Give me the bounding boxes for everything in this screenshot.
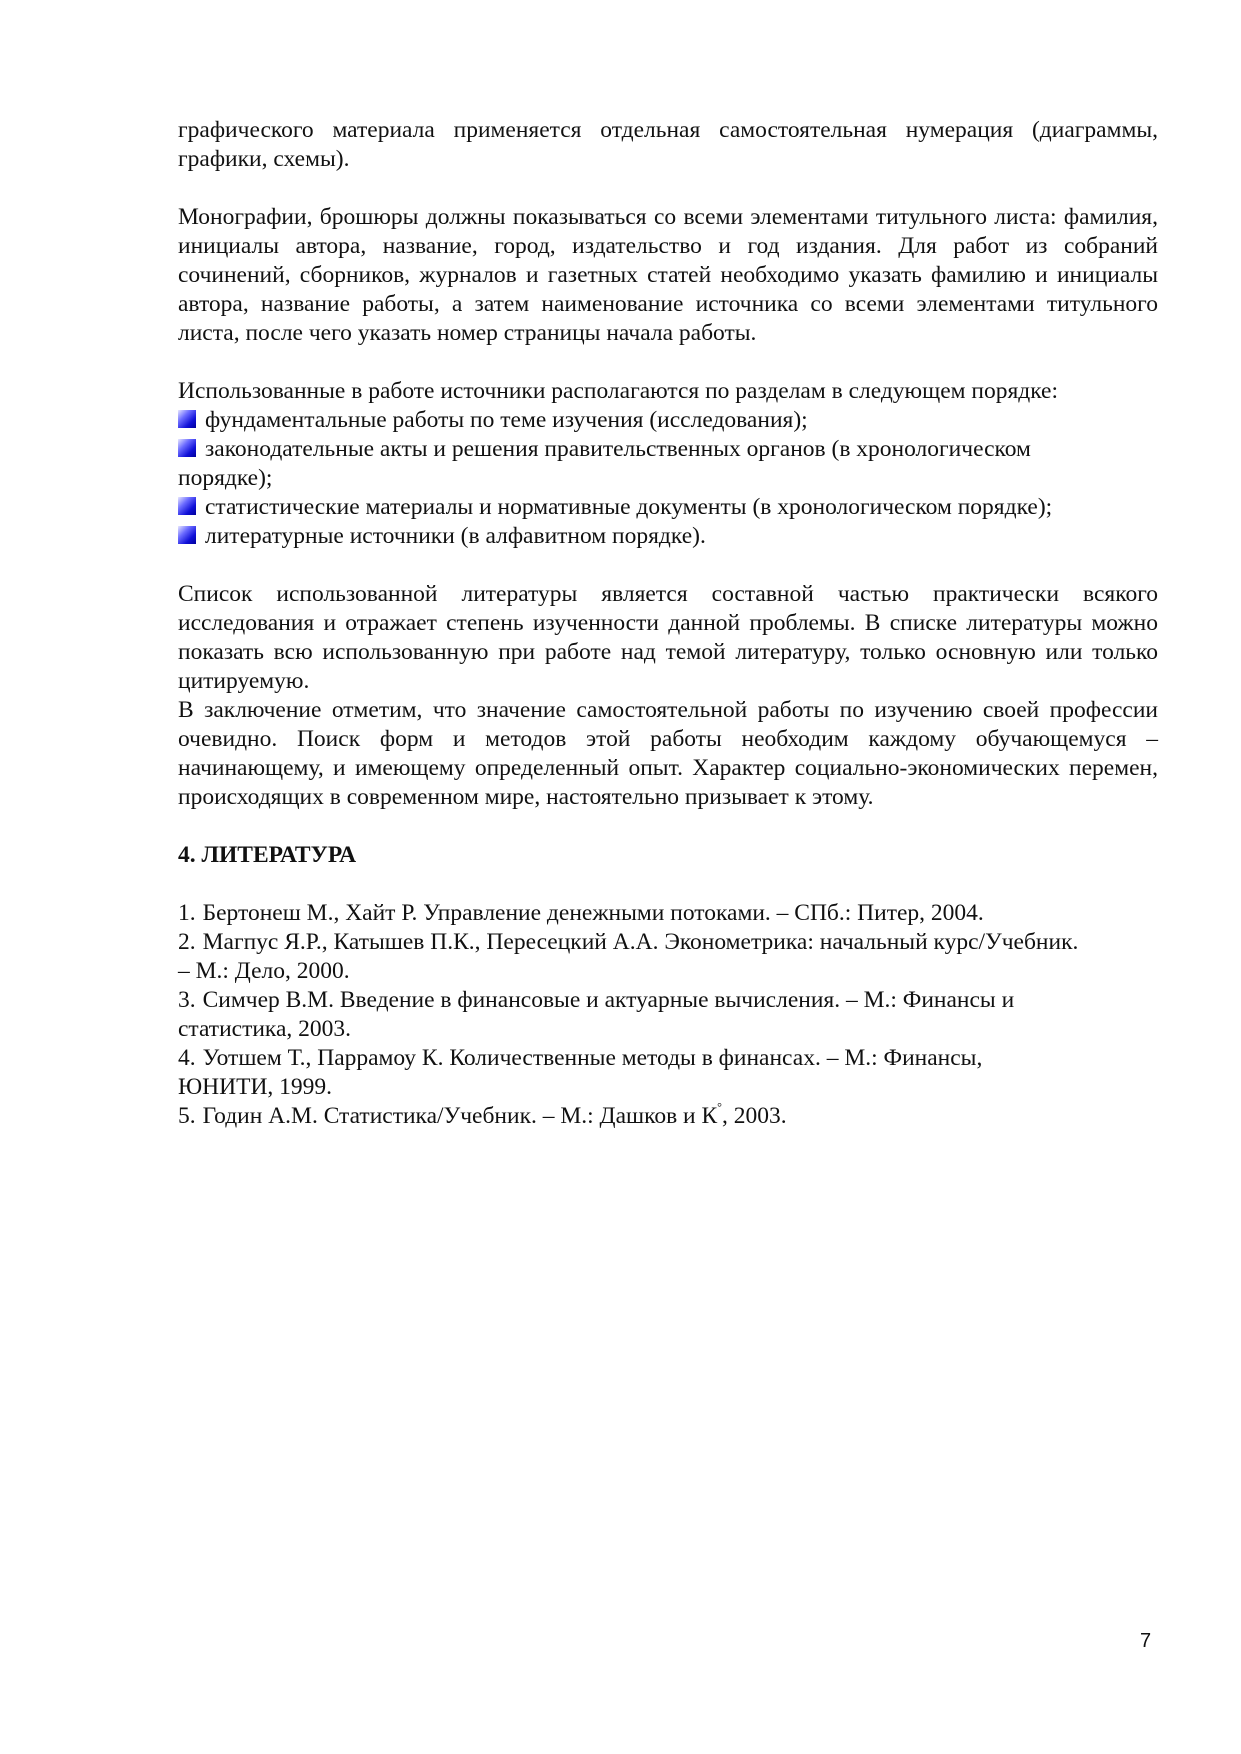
reference-text: Бертонеш М., Хайт Р. Управление денежными потоками. – СПб.: Питер, 2004. (202, 900, 984, 926)
reference-text-continuation: – М.: Дело, 2000. (178, 958, 350, 984)
paragraph-gap (178, 174, 1158, 203)
reference-number: 5. (178, 1103, 196, 1129)
square-bullet-icon (178, 439, 196, 457)
reference-item (178, 1044, 1158, 1102)
bibliography-paragraph: Список использованной литературы является составной частью практически всякого исследования и отражает степень изученности данной проблемы. В списке литературы можно показать всю использованную при работе над темой литературу, только основную или только цитируемую. (178, 581, 1158, 694)
reference-text-end: , 2003. (721, 1103, 787, 1129)
list-item-continuation: порядке); (178, 465, 273, 491)
paragraph-gap (178, 870, 1158, 899)
reference-text-continuation: ЮНИТИ, 1999. (178, 1074, 333, 1100)
paragraph-gap (178, 348, 1158, 377)
reference-text: Магпус Я.Р., Катышев П.К., Пересецкий А.А. Эконометрика: начальный курс/Учебник. (202, 929, 1079, 955)
paragraph-gap (178, 551, 1158, 580)
paragraph-gap (178, 812, 1158, 841)
list-item (178, 435, 1158, 464)
square-bullet-icon (178, 410, 196, 428)
reference-number: 4. (178, 1045, 196, 1071)
page-number: 7 (1140, 1630, 1152, 1652)
list-item-text: статистические материалы и нормативные документы (в хронологическом порядке); (205, 494, 1053, 520)
list-item (178, 406, 1158, 435)
list-item-text: фундаментальные работы по теме изучения (исследования); (205, 407, 808, 433)
reference-item (178, 986, 1158, 1044)
reference-number: 3. (178, 987, 196, 1013)
reference-item (178, 928, 1158, 986)
list-item (178, 493, 1158, 522)
sources-intro: Использованные в работе источники располагаются по разделам в следующем порядке: (178, 378, 1059, 404)
reference-number: 2. (178, 929, 196, 955)
list-item-text: законодательные акты и решения правительственных органов (в хронологическом (205, 436, 1031, 462)
document-page (178, 116, 1158, 1131)
square-bullet-icon (178, 526, 196, 544)
reference-superscript: ° (717, 1100, 722, 1114)
reference-number: 1. (178, 900, 196, 926)
section-heading: 4. ЛИТЕРАТУРА (178, 842, 357, 868)
reference-item (178, 1102, 1158, 1131)
list-item-text: литературные источники (в алфавитном порядке). (205, 523, 706, 549)
square-bullet-icon (178, 497, 196, 515)
intro-paragraph: графического материала применяется отдельная самостоятельная нумерация (диаграммы, графики, схемы). (178, 117, 1158, 172)
monographs-paragraph: Монографии, брошюры должны показываться со всеми элементами титульного листа: фамилия, инициалы автора, название, город, издательство и год издания. Для работ из собраний сочинений, сборников, журналов и газетных статей необходимо указать фамилию и инициалы автора, название работы, а затем наименование источника со всеми элементами титульного листа, после чего указать номер страницы начала работы. (178, 204, 1158, 346)
reference-text: Годин А.М. Статистика/Учебник. – М.: Дашков и К (202, 1103, 718, 1129)
list-item (178, 522, 1158, 551)
reference-text-continuation: статистика, 2003. (178, 1016, 352, 1042)
sources-list (178, 406, 1158, 551)
reference-item (178, 899, 1158, 928)
conclusion-paragraph: В заключение отметим, что значение самостоятельной работы по изучению своей профессии очевидно. Поиск форм и методов этой работы необходим каждому обучающемуся – начинающему, и имеющему определенный опыт. Характер социально-экономических перемен, происходящих в современном мире, настоятельно призывает к этому. (178, 697, 1158, 810)
reference-text: Симчер В.М. Введение в финансовые и актуарные вычисления. – М.: Финансы и (202, 987, 1015, 1013)
reference-text: Уотшем Т., Паррамоу К. Количественные методы в финансах. – М.: Финансы, (202, 1045, 983, 1071)
references-list (178, 899, 1158, 1131)
